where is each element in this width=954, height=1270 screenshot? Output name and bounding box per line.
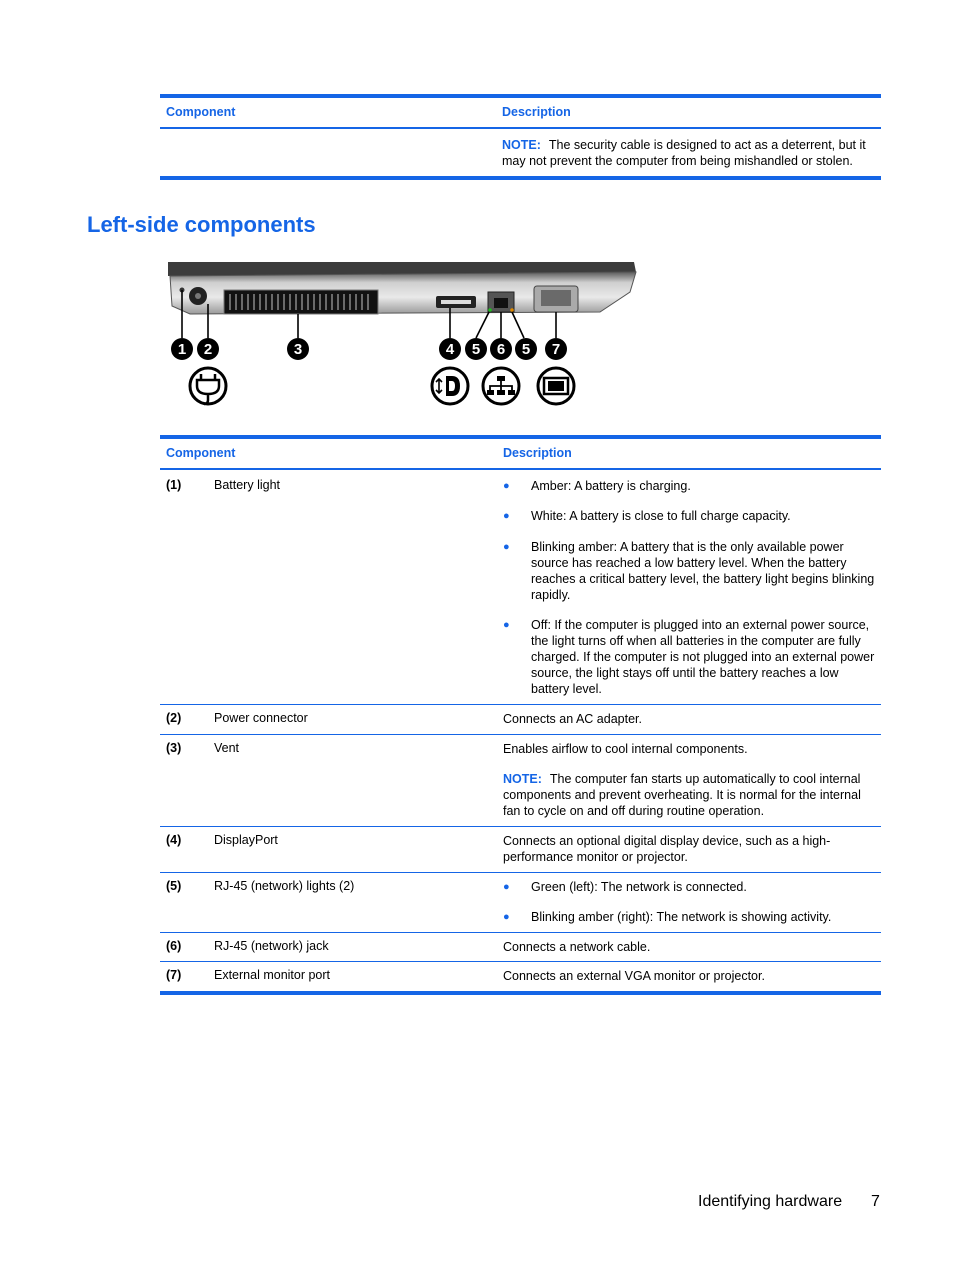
top-table-header-rule [160,127,881,129]
callout-7: 7 [551,341,561,358]
row-component: External monitor port [214,968,331,982]
vent-shape [224,290,378,314]
row-number: (4) [166,833,182,847]
section-title: Left-side components [87,212,316,237]
main-table-header-description: Description [503,446,572,460]
main-table-header-component: Component [166,446,236,460]
network-icon [483,368,519,404]
row-number: (1) [166,478,182,492]
row-component: Battery light [214,478,281,492]
top-table-header-component: Component [166,105,236,119]
bullet-icon: ● [503,911,510,923]
page-number: 7 [871,1193,880,1210]
bullet-icon: ● [503,480,510,492]
row-bullet-text: Blinking amber (right): The network is showing activity. [531,910,832,924]
row-description: Connects a network cable. [503,940,651,954]
footer-section: Identifying hardware [698,1193,843,1210]
note-text: The security cable is designed to act as a deterrent, but it may not prevent the computer from being mishandled or stolen. [502,138,866,168]
bullet-icon: ● [503,541,510,553]
row-description: Connects an AC adapter. [503,712,642,726]
row-component: RJ-45 (network) jack [214,939,329,953]
callout-5-right: 5 [521,341,531,358]
row-bullet-text: Green (left): The network is connected. [531,880,747,894]
callout-5-left: 5 [471,341,481,358]
row-divider [160,932,881,933]
row-component: Power connector [214,711,308,725]
row-bullet-text: Amber: A battery is charging. [531,479,691,493]
note-text: The computer fan starts up automatically to cool internal components and prevent overheating. It is normal for the internal fan to cycle on and off during routine operation. [503,772,861,818]
row-note [503,771,878,819]
row-component: Vent [214,741,240,755]
bullet-icon: ● [503,510,510,522]
callout-1: 1 [177,341,187,358]
top-table-bottom-rule [160,176,881,180]
row-divider [160,734,881,735]
callout-3: 3 [293,341,303,358]
monitor-icon [538,368,574,404]
row-divider [160,826,881,827]
top-table-note [502,137,878,169]
top-table-header-description: Description [502,105,571,119]
displayport-icon [432,368,468,404]
row-divider [160,961,881,962]
row-component: RJ-45 (network) lights (2) [214,879,355,893]
note-label: NOTE: [503,772,542,786]
row-description: Connects an external VGA monitor or projector. [503,969,765,983]
row-number: (3) [166,741,182,755]
callout-2: 2 [203,341,213,358]
callout-4: 4 [445,341,455,358]
row-number: (5) [166,879,182,893]
main-table-bottom-rule [160,991,881,995]
table-top-rule [160,94,881,98]
row-description: Connects an optional digital display device, such as a high-performance monitor or projector. [503,834,831,864]
row-bullet-text: Off: If the computer is plugged into an external power source, the light turns off when all batteries in the computer are fully charged. If the computer is not plugged into an external power source, the light stays off until the battery reaches a low battery level. [531,618,875,696]
callout-badges [171,338,567,360]
row-description: Enables airflow to cool internal components. [503,742,748,756]
row-component: DisplayPort [214,833,278,847]
row-divider [160,704,881,705]
bullet-icon: ● [503,619,510,631]
main-table-top-rule [160,435,881,439]
row-number: (6) [166,939,182,953]
row-number: (7) [166,968,182,982]
main-table-header-rule [160,468,881,470]
row-number: (2) [166,711,182,725]
note-label: NOTE: [502,138,541,152]
power-plug-icon [190,368,226,404]
bullet-icon: ● [503,881,510,893]
row-bullet-text: White: A battery is close to full charge capacity. [531,509,791,523]
callout-6: 6 [496,341,506,358]
row-bullet-text: Blinking amber: A battery that is the only available power source has reached a low battery level. When the battery reaches a critical battery level, the battery light begins blinking rapidly. [531,540,875,602]
left-side-figure [160,256,640,414]
row-divider [160,872,881,873]
